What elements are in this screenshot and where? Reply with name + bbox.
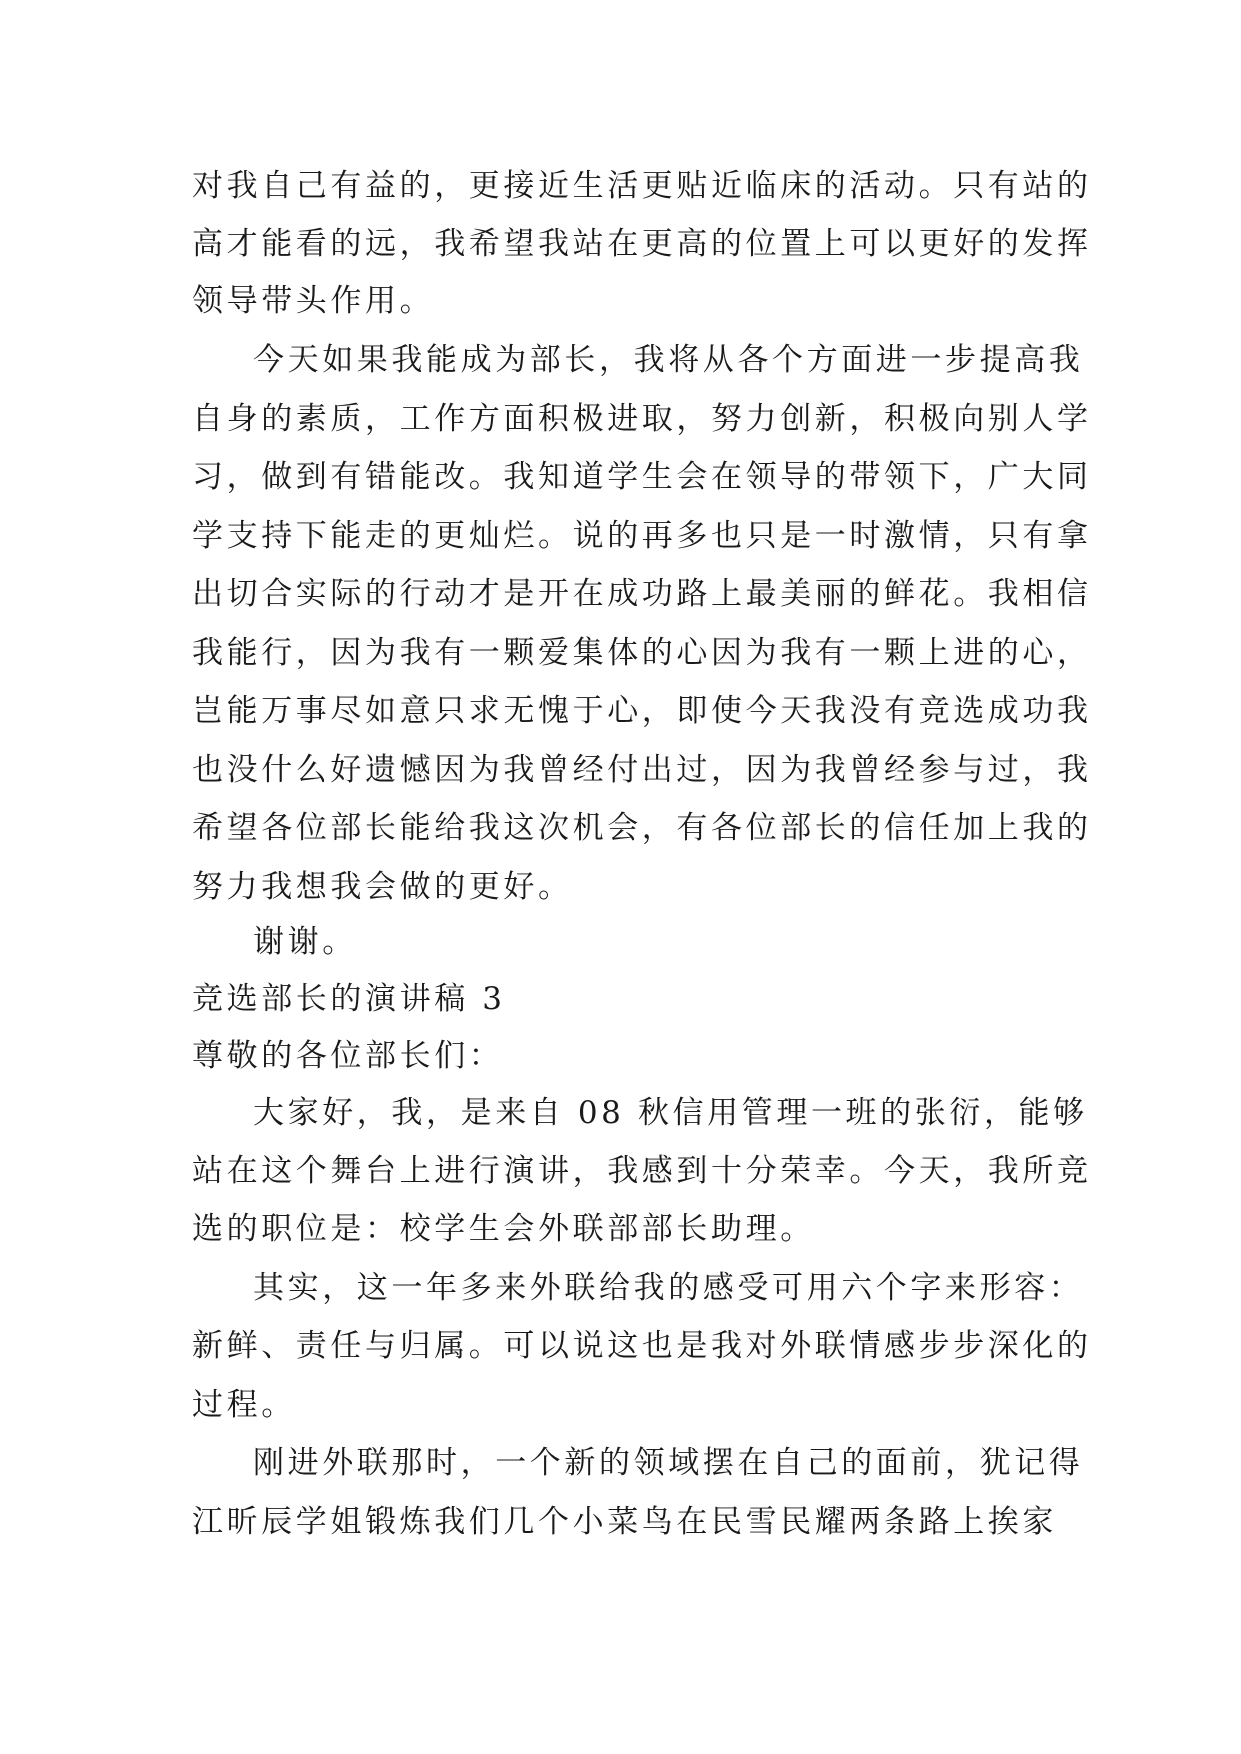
text-line: 我能行，因为我有一颗爱集体的心因为我有一颗上进的心， bbox=[192, 635, 1092, 671]
section-heading: 竞选部长的演讲稿 3 bbox=[192, 981, 506, 1017]
text-line: 自身的素质，工作方面积极进取，努力创新，积极向别人学 bbox=[192, 401, 1092, 437]
text-line: 也没什么好遗憾因为我曾经付出过，因为我曾经参与过，我 bbox=[192, 752, 1092, 788]
text-line: 新鲜、责任与归属。可以说这也是我对外联情感步步深化的 bbox=[192, 1328, 1092, 1364]
text-line: 习，做到有错能改。我知道学生会在领导的带领下，广大同 bbox=[192, 459, 1092, 495]
text-line: 领导带头作用。 bbox=[192, 283, 435, 319]
paragraph-first-line: 其实，这一年多来外联给我的感受可用六个字来形容： bbox=[253, 1270, 1084, 1306]
paragraph-first-line: 谢谢。 bbox=[253, 924, 357, 960]
text-line: 希望各位部长能给我这次机会，有各位部长的信任加上我的 bbox=[192, 810, 1092, 846]
paragraph-first-line: 刚进外联那时，一个新的领域摆在自己的面前，犹记得 bbox=[253, 1445, 1084, 1481]
text-line: 对我自己有益的，更接近生活更贴近临床的活动。只有站的 bbox=[192, 168, 1092, 204]
paragraph-first-line: 大家好，我，是来自 08 秋信用管理一班的张衍，能够 bbox=[253, 1095, 1088, 1131]
text-line: 学支持下能走的更灿烂。说的再多也只是一时激情，只有拿 bbox=[192, 518, 1092, 554]
text-line: 岂能万事尽如意只求无愧于心，即使今天我没有竞选成功我 bbox=[192, 693, 1092, 729]
paragraph-first-line: 今天如果我能成为部长，我将从各个方面进一步提高我 bbox=[253, 342, 1084, 378]
salutation: 尊敬的各位部长们： bbox=[192, 1038, 504, 1074]
text-line: 努力我想我会做的更好。 bbox=[192, 869, 573, 905]
text-line: 高才能看的远，我希望我站在更高的位置上可以更好的发挥 bbox=[192, 226, 1092, 262]
text-line: 选的职位是：校学生会外联部部长助理。 bbox=[192, 1211, 815, 1247]
text-line: 江昕辰学姐锻炼我们几个小菜鸟在民雪民耀两条路上挨家 bbox=[192, 1504, 1057, 1540]
text-line: 出切合实际的行动才是开在成功路上最美丽的鲜花。我相信 bbox=[192, 576, 1092, 612]
text-line: 站在这个舞台上进行演讲，我感到十分荣幸。今天，我所竞 bbox=[192, 1153, 1092, 1189]
text-line: 过程。 bbox=[192, 1387, 296, 1423]
